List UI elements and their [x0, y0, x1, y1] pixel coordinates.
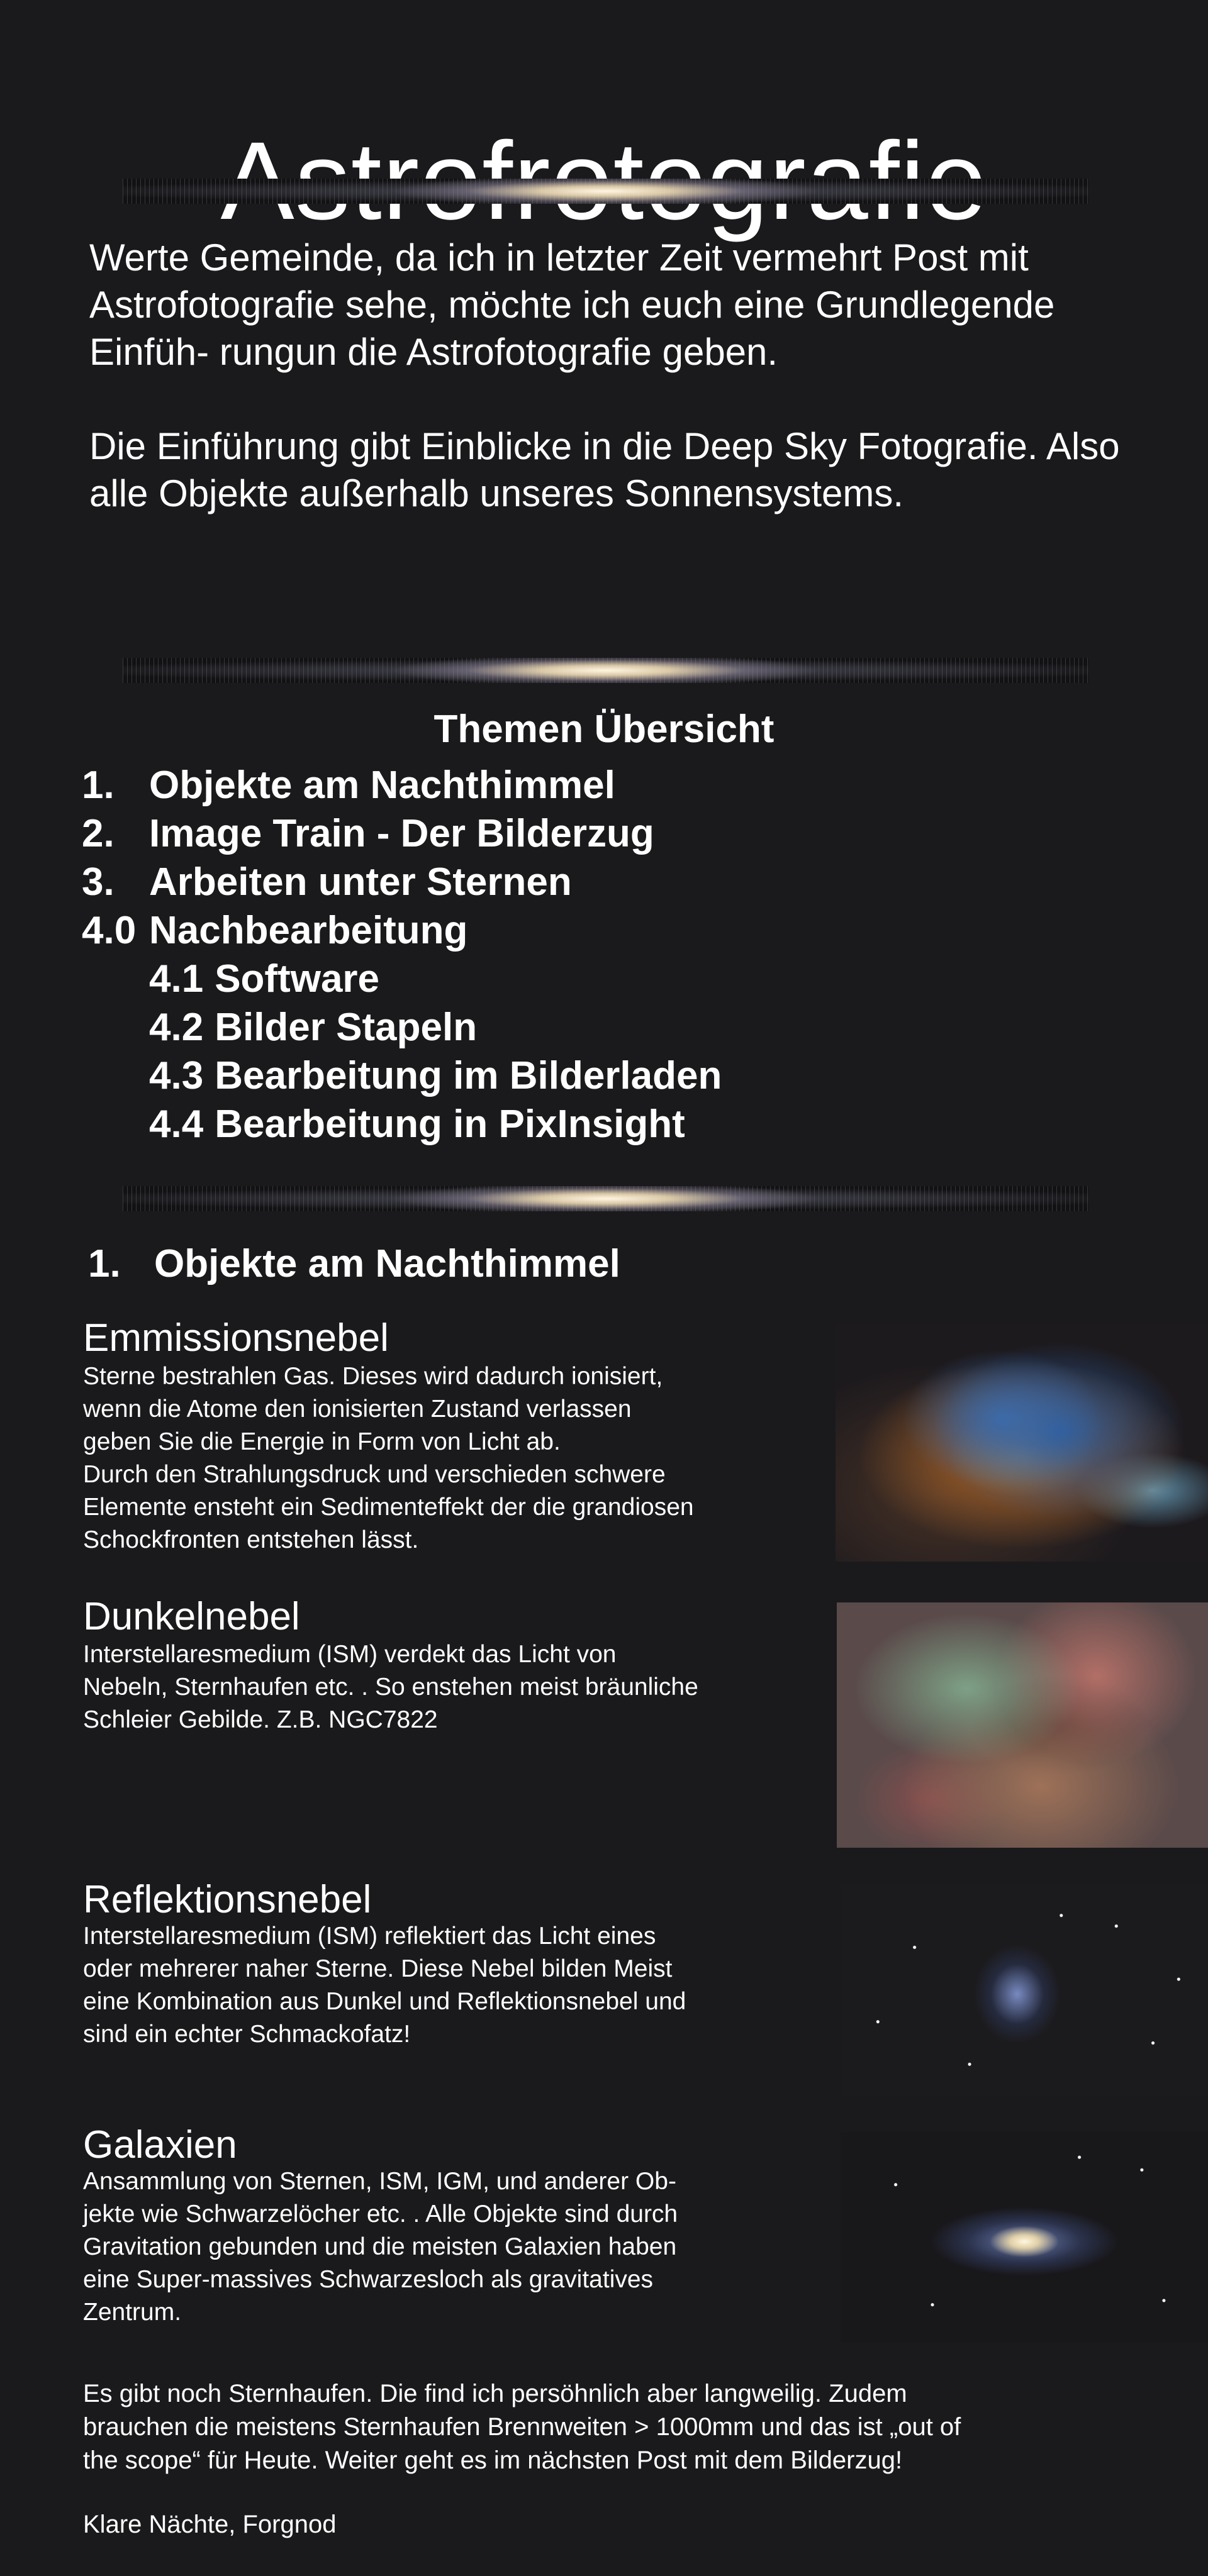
topic-label: Bearbeitung im Bilderladen — [215, 1054, 722, 1097]
topic-subitem — [82, 955, 1151, 1003]
text-line: Ansammlung von Sternen, ISM, IGM, und anderer Ob- — [83, 2168, 676, 2195]
topic-number: 4.0 — [82, 909, 137, 952]
dark-nebula-image — [837, 1602, 1208, 1848]
text-line: wenn die Atome den ionisierten Zustand verlassen — [83, 1396, 632, 1423]
text-line: Schockfronten entstehen lässt. — [83, 1526, 419, 1553]
text-line: Interstellaresmedium (ISM) reflektiert das Licht eines — [83, 1923, 656, 1950]
galaxy-divider — [123, 179, 1088, 204]
object-text-galaxies — [83, 2165, 844, 2329]
text-line: Schleier Gebilde. Z.B. NGC7822 — [83, 1706, 438, 1733]
object-text-dark-nebula — [83, 1638, 844, 1736]
topic-subitem — [82, 1003, 1151, 1052]
galaxy-divider — [123, 1186, 1088, 1211]
text-line: Interstellaresmedium (ISM) verdekt das Licht von — [83, 1641, 617, 1668]
topic-label: Objekte am Nachthimmel — [149, 763, 615, 807]
topic-item — [82, 809, 1151, 858]
text-line: Zentrum. — [83, 2299, 182, 2326]
object-text-reflection-nebula — [83, 1920, 844, 2051]
text-line: Elemente ensteht ein Sedimenteffekt der die grandiosen — [83, 1494, 694, 1521]
text-line: jekte wie Schwarzelöcher etc. . Alle Objekte sind durch — [83, 2201, 678, 2228]
topics-list — [82, 761, 1151, 1148]
intro-paragraph-1: Werte Gemeinde, da ich in letzter Zeit vermehrt Post mit Astrofotografie sehe, möchte ich euch eine Grundlegende Einfüh- rungun die Astrofotografie geben. — [89, 236, 1055, 373]
topic-item — [82, 761, 1151, 809]
topic-label: Arbeiten unter Sternen — [149, 860, 572, 904]
topic-label: Nachbearbeitung — [149, 909, 468, 952]
text-line: sind ein echter Schmackofatz! — [83, 2021, 411, 2048]
text-line: Nebeln, Sternhaufen etc. . So enstehen meist bräunliche — [83, 1674, 698, 1701]
section-heading — [88, 1239, 620, 1289]
text-line: Durch den Strahlungsdruck und verschieden schwere — [83, 1461, 666, 1488]
galaxy-divider — [123, 658, 1088, 683]
intro-text — [89, 234, 1146, 564]
signature: Klare Nächte, Forgnod — [83, 2511, 337, 2538]
galaxy-image — [841, 2132, 1208, 2343]
text-line: Sterne bestrahlen Gas. Dieses wird dadurch ionisiert, — [83, 1363, 663, 1390]
object-title-emission-nebula: Emmissionsnebel — [83, 1316, 389, 1360]
object-title-dark-nebula: Dunkelnebel — [83, 1595, 300, 1638]
topics-heading: Themen Übersicht — [433, 708, 775, 751]
topic-subitem — [82, 1100, 1151, 1148]
text-line: geben Sie die Energie in Form von Licht ab. — [83, 1428, 561, 1455]
text-line: eine Super-massives Schwarzesloch als gravitatives — [83, 2266, 654, 2293]
topic-number: 2. — [82, 812, 115, 855]
object-title-galaxies: Galaxien — [83, 2123, 237, 2167]
section-title: Objekte am Nachthimmel — [154, 1242, 620, 1285]
text-line: oder mehrerer naher Sterne. Diese Nebel bilden Meist — [83, 1955, 673, 1982]
text-line: the scope“ für Heute. Weiter geht es im nächsten Post mit dem Bilderzug! — [83, 2446, 903, 2474]
text-line: eine Kombination aus Dunkel und Reflektionsnebel und — [83, 1988, 686, 2015]
section-number: 1. — [88, 1242, 121, 1285]
topic-number: 3. — [82, 860, 115, 904]
topic-item — [82, 858, 1151, 906]
emission-nebula-image — [836, 1324, 1208, 1562]
text-line: Es gibt noch Sternhaufen. Die find ich persöhnlich aber langweilig. Zudem — [83, 2380, 907, 2407]
object-text-emission-nebula — [83, 1360, 844, 1557]
outro-text — [83, 2377, 1153, 2477]
topic-number: 4.2 — [149, 1006, 204, 1049]
topic-item — [82, 906, 1151, 955]
topic-label: Bearbeitung in PixInsight — [215, 1102, 685, 1146]
intro-paragraph-2: Die Einführung gibt Einblicke in die Deep Sky Fotografie. Also alle Objekte außerhalb unseres Sonnensystems. — [89, 425, 1120, 514]
topic-subitem — [82, 1052, 1151, 1100]
object-title-reflection-nebula: Reflektionsnebel — [83, 1878, 372, 1921]
topic-label: Software — [215, 957, 380, 1001]
topic-number: 4.1 — [149, 957, 204, 1001]
topic-number: 4.4 — [149, 1102, 204, 1146]
text-line: brauchen die meistens Sternhaufen Brennweiten > 1000mm und das ist „out of — [83, 2413, 961, 2441]
topic-number: 4.3 — [149, 1054, 204, 1097]
text-line: Gravitation gebunden und die meisten Galaxien haben — [83, 2233, 677, 2260]
topic-number: 1. — [82, 763, 115, 807]
reflection-nebula-image — [841, 1884, 1208, 2096]
topic-label: Image Train - Der Bilderzug — [149, 812, 654, 855]
topic-label: Bilder Stapeln — [215, 1006, 478, 1049]
